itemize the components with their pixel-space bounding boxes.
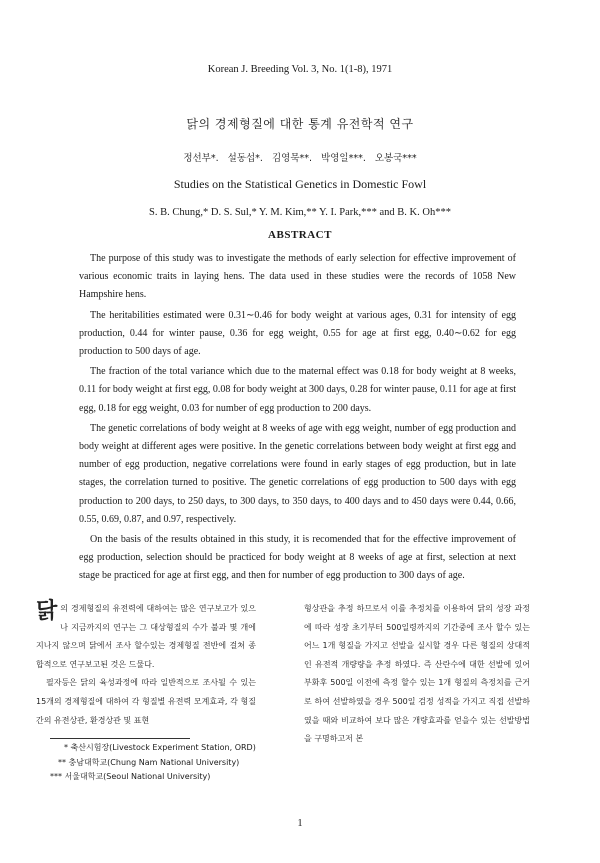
journal-citation: Korean J. Breeding Vol. 3, No. 1(1-8), 1971 bbox=[207, 64, 393, 75]
english-authors: S. B. Chung,* D. S. Sul,* Y. M. Kim,** Y. I. Park,*** and B. K. Oh*** bbox=[149, 207, 451, 218]
intro-paragraph-continued: 형상관을 추정 하므로서 이를 추정치를 이용하여 닭의 성장 과정에 따라 성장 초기부터 500일령까지의 기간중에 조사 할수 있는 어느 1개 형질을 가지고 선발을 실시할 경우 다른 형질의 상대적인 유전적 개량량을 추정 하였다. 즉 산란수에 대한 선발에 있어 부화후 500일 이전에 측정 할수 있는 1개 형질의 측정치를 근거로 하여 선발하였을 경우 500일 검정 성적을 가지고 직접 선발하였을 때와 비교하여 보다 많은 개량효과를 얻을수 있는 선발방법을 구명하고저 본 bbox=[304, 604, 530, 744]
body-column-left bbox=[36, 600, 256, 730]
intro-text: 의 경제형질의 유전력에 대하여는 많은 연구보고가 있으나 지금까지의 연구는 그 대상형질의 수가 불과 몇 개에 지나지 않으며 닭에서 조사 할수있는 경제형질 전반에 걸쳐 종합적으로 연구보고된 것은 드물다. bbox=[36, 604, 256, 669]
korean-title: 닭의 경제형질에 대한 통계 유전학적 연구 bbox=[186, 117, 414, 131]
korean-authors: 정선부*. 설동섭*. 김영묵**. 박영일***. 오봉국*** bbox=[183, 153, 417, 164]
english-title: Studies on the Statistical Genetics in Domestic Fowl bbox=[173, 177, 427, 191]
abstract-paragraph: The heritabilities estimated were 0.31∼0.46 for body weight at various ages, 0.31 for intensity of egg production, 0.44 for winter pause, 0.36 for egg weight, 0.55 for age at first egg, 0.40∼0.62 for egg production to 500 days of age. bbox=[79, 309, 516, 358]
abstract-body bbox=[79, 250, 516, 588]
abstract-paragraph: The genetic correlations of body weight at 8 weeks of age with egg weight, number of egg production and body weight at different ages were positive. In the genetic correlations between body weight at first egg and number of egg production, negative correlations were found in early stages of egg production, but in late stages, the correlation turned to positive. The genetic correlations of egg production to 500 days with egg production to 200 days, to 250 days, to 300 days, to 350 days, to 400 days and to 450 days were 0.44, 0.66, 0.55, 0.69, 0.87, and 0.97, respectively. bbox=[79, 422, 516, 525]
abstract-paragraph: The purpose of this study was to investigate the methods of early selection for effective improvement of various economic traits in laying hens. The data used in these studies were the records of 1058 New Hampshire hens. bbox=[79, 253, 516, 301]
body-column-right bbox=[304, 600, 530, 749]
footnote-divider bbox=[50, 738, 190, 739]
abstract-heading: ABSTRACT bbox=[268, 229, 332, 241]
intro-paragraph-2: 필자등은 닭의 육성과정에 따라 일반적으로 조사될 수 있는 15개의 경제형질에 대하여 각 형질별 유전력 모계효과, 각 형질간의 유전상관, 환경상관 및 표현 bbox=[36, 678, 256, 725]
footnote-2: ** 충남대학교(Chung Nam National University) bbox=[58, 757, 240, 767]
abstract-paragraph: On the basis of the results obtained in this study, it is recomended that for the effective improvement of egg production, selection should be practiced for body weight at 8 weeks of age at first, selection at next stage be practiced for age at first egg, and then for number of egg production to 300 days of age. bbox=[79, 534, 516, 582]
footnote-3: *** 서울대학교(Seoul National University) bbox=[50, 772, 211, 781]
intro-paragraph bbox=[36, 600, 256, 674]
page-number: 1 bbox=[297, 818, 303, 829]
abstract-paragraph: The fraction of the total variance which due to the maternal effect was 0.18 for body weight at 8 weeks, 0.11 for body weight at first egg, 0.08 for body weight at 300 days, 0.28 for winter pause, 0.11 for age at first egg, 0.18 for egg weight, 0.03 for number of egg production to 200 days. bbox=[79, 366, 516, 414]
footnotes bbox=[36, 741, 286, 785]
drop-cap: 닭 bbox=[36, 598, 58, 624]
footnote-1: * 축산시험장(Livestock Experiment Station, ORD) bbox=[64, 743, 256, 752]
